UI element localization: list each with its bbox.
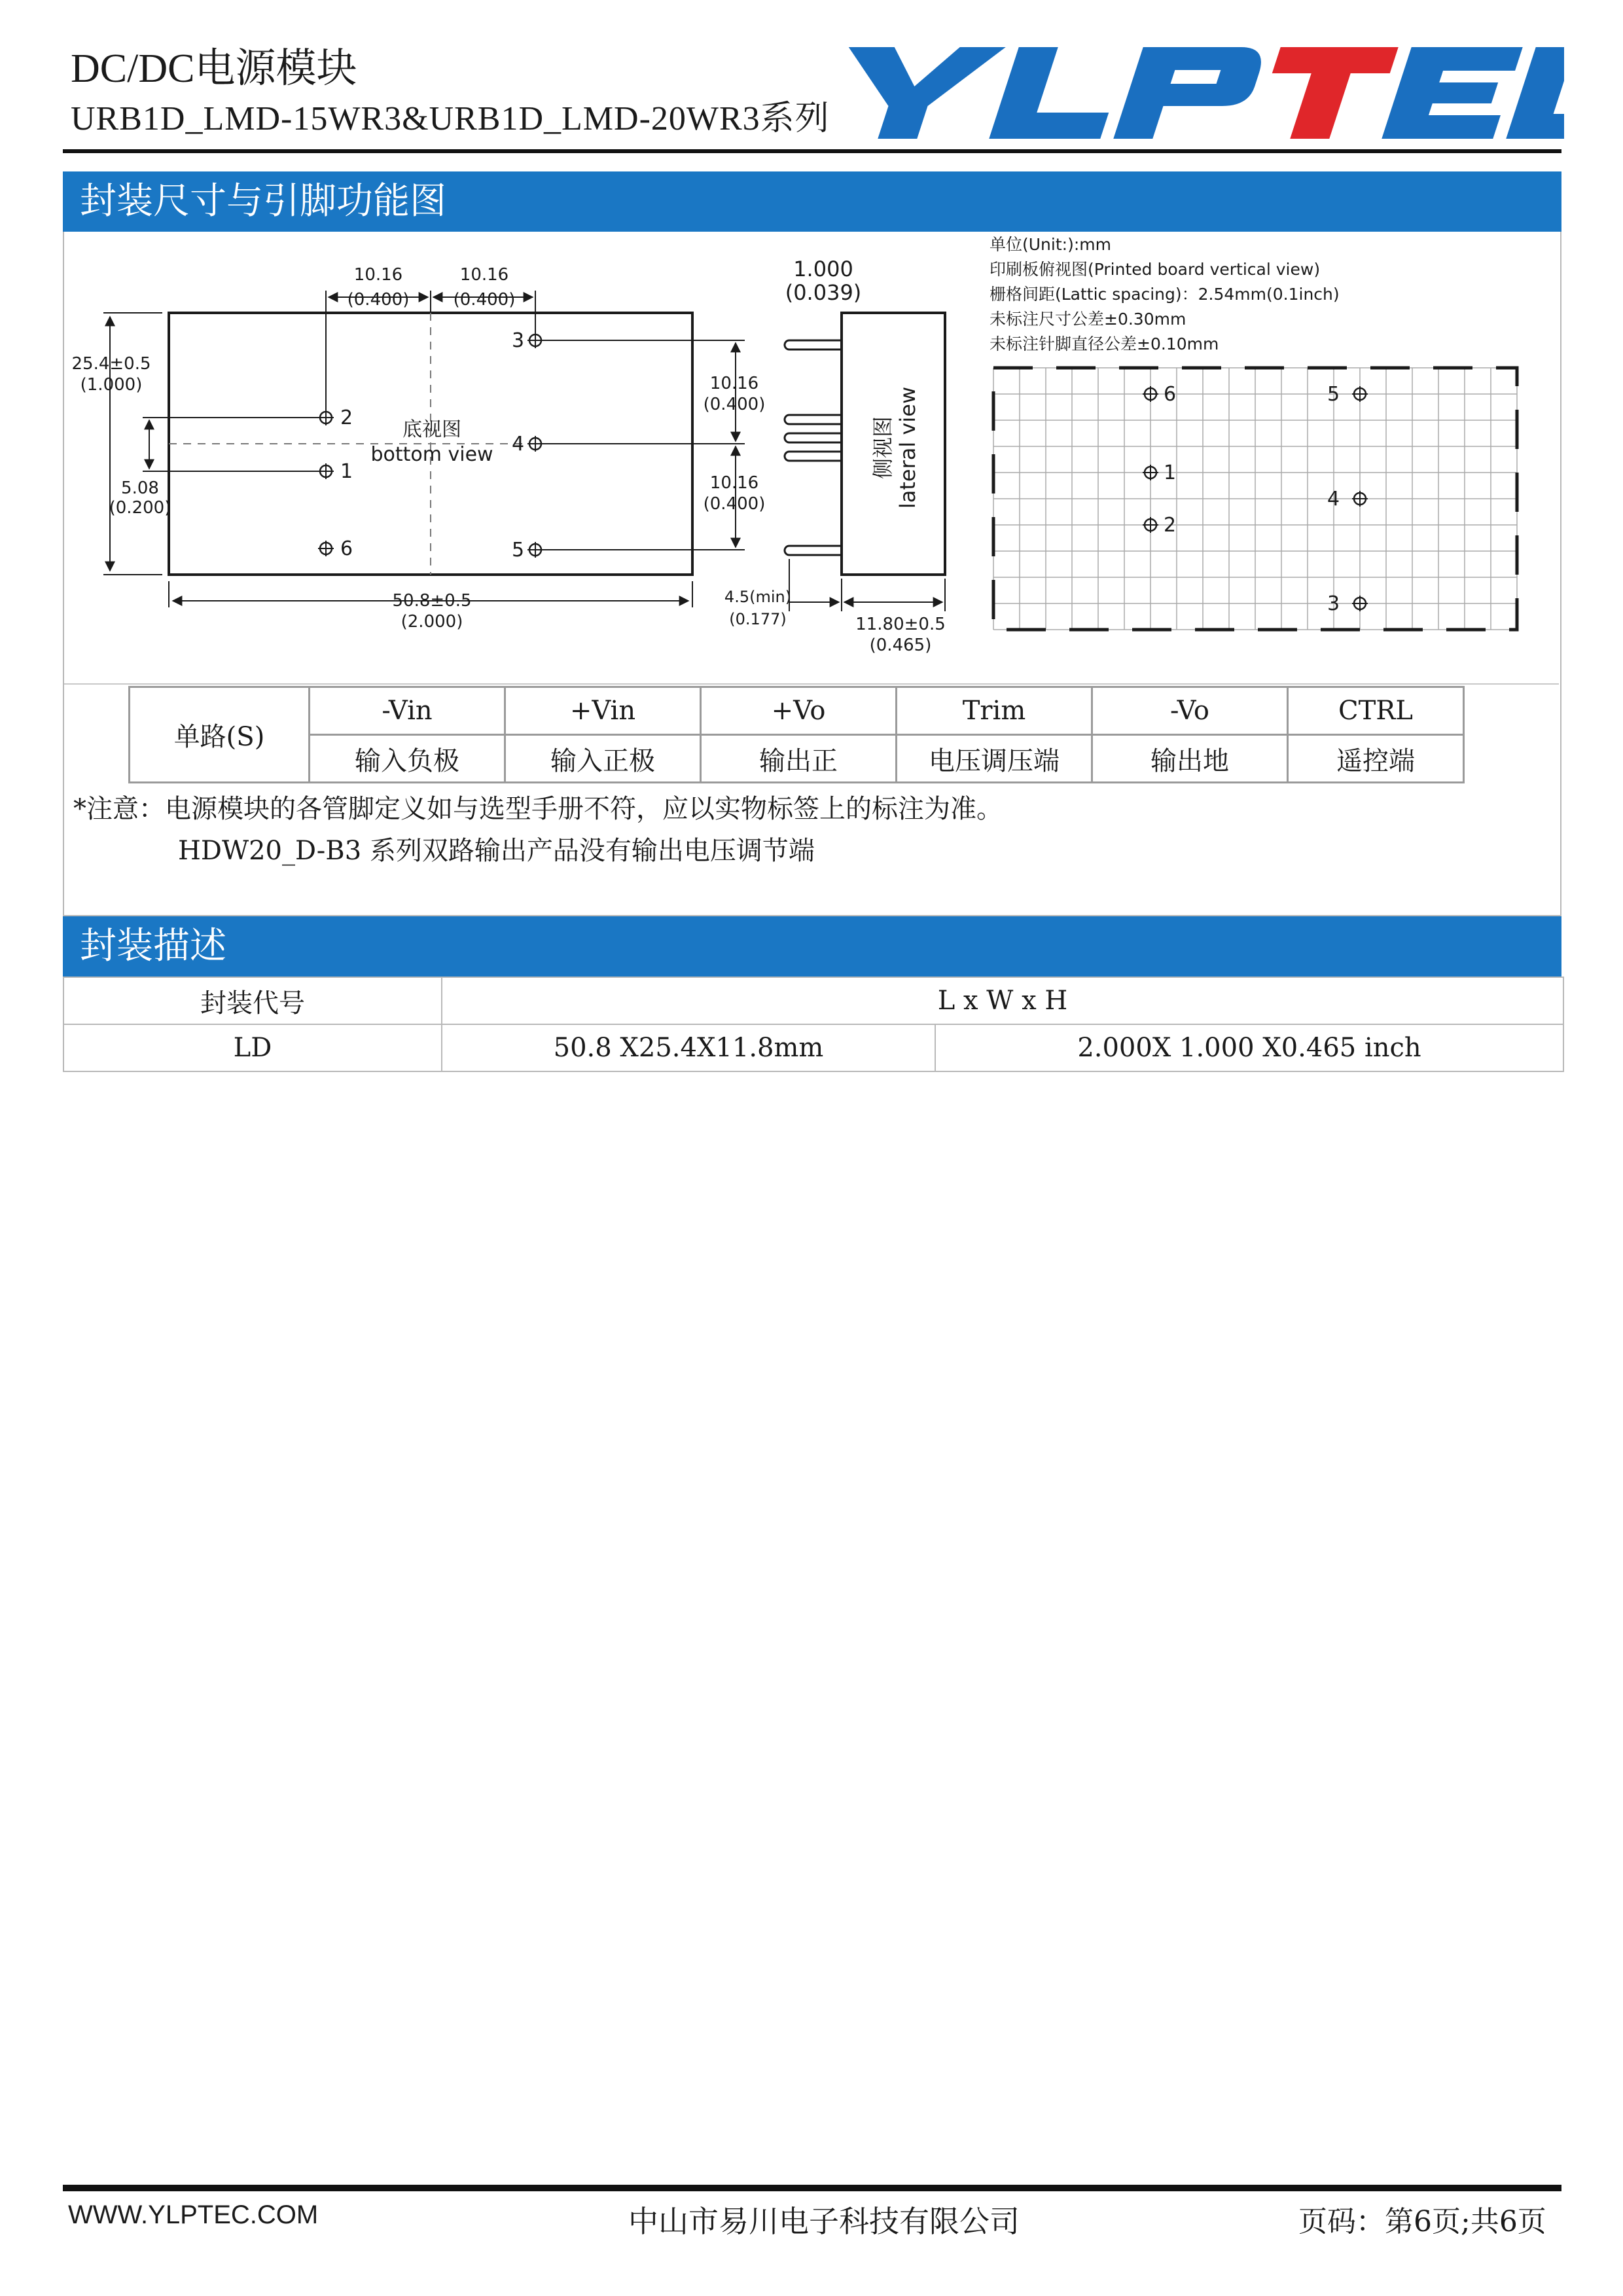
svg-text:6: 6 — [340, 537, 353, 560]
dim-depth-inch: (0.465) — [869, 636, 932, 655]
pin-name: -Vin — [310, 687, 505, 735]
pin-name: Trim — [897, 687, 1092, 735]
footer-website[interactable]: WWW.YLPTEC.COM — [68, 2200, 319, 2229]
svg-text:5: 5 — [1327, 383, 1340, 406]
section-title-package-description: 封装描述 — [63, 916, 1561, 977]
dim-pin-length: 4.5(min) — [724, 588, 792, 606]
footer-company: 中山市易川电子科技有限公司 — [628, 2204, 1020, 2239]
bottom-view — [71, 265, 765, 632]
dim-pitch-right-inch: (0.400) — [453, 290, 516, 310]
pin-6 — [318, 537, 353, 560]
pin-name: -Vo — [1092, 687, 1288, 735]
pin-function: 遥控端 — [1288, 735, 1464, 783]
pin-4 — [512, 433, 543, 456]
dim-pitch-left: 10.16 — [353, 265, 403, 285]
pin-5 — [512, 539, 543, 562]
package-head-code: 封装代号 — [63, 977, 442, 1024]
svg-text:3: 3 — [1327, 592, 1340, 615]
dim-width: 50.8±0.5 — [392, 591, 472, 611]
svg-text:1: 1 — [340, 460, 353, 483]
svg-text:4: 4 — [1327, 488, 1340, 511]
pin-function: 输入负极 — [310, 735, 505, 783]
bottom-view-label-en: bottom view — [370, 443, 493, 466]
dim-pitch-right: 10.16 — [459, 265, 509, 285]
package-head-dims: L x W x H — [442, 977, 1563, 1024]
pin-function-table — [128, 686, 1465, 783]
row-label: 单路(S) — [130, 687, 310, 783]
lateral-view-label-cn: 侧视图 — [870, 416, 895, 480]
pcb-note-2: 栅格间距(Lattic spacing)：2.54mm(0.1inch) — [990, 285, 1340, 304]
dim-pin-spacing-inch: (0.200) — [109, 498, 171, 518]
dim-right-upper-inch: (0.400) — [703, 395, 766, 414]
dim-pin-length-inch: (0.177) — [729, 610, 787, 628]
dimension-drawing — [64, 232, 1559, 683]
pin-function: 电压调压端 — [897, 735, 1092, 783]
package-code: LD — [63, 1024, 442, 1071]
pcb-note-4: 未标注针脚直径公差±0.10mm — [990, 334, 1219, 353]
note-line-2: HDW20_D-B3 系列双路输出产品没有输出电压调节端 — [178, 836, 815, 866]
dim-pin-diameter-inch: (0.039) — [785, 280, 862, 305]
pin-name: CTRL — [1288, 687, 1464, 735]
bottom-view-label-cn: 底视图 — [402, 418, 461, 441]
pcb-note-1: 印刷板俯视图(Printed board vertical view) — [990, 260, 1321, 279]
section-title-package-dimensions: 封装尺寸与引脚功能图 — [63, 171, 1561, 232]
pin-2 — [318, 406, 353, 429]
svg-text:3: 3 — [512, 329, 525, 352]
dim-width-inch: (2.000) — [401, 612, 463, 632]
pin-name: +Vo — [701, 687, 897, 735]
logo-letters — [825, 47, 1564, 139]
pcb-unit: 单位(Unit:):mm — [990, 235, 1111, 254]
svg-text:4: 4 — [512, 433, 525, 456]
package-mm: 50.8 X25.4X11.8mm — [442, 1024, 935, 1071]
dim-height-inch: (1.000) — [80, 375, 143, 395]
svg-text:6: 6 — [1164, 383, 1177, 406]
dim-pitch-left-inch: (0.400) — [347, 290, 410, 310]
pin-function: 输出地 — [1092, 735, 1288, 783]
dim-pin-spacing: 5.08 — [121, 478, 159, 498]
dim-height: 25.4±0.5 — [71, 354, 151, 374]
svg-text:2: 2 — [1164, 514, 1177, 537]
dim-right-lower: 10.16 — [709, 473, 759, 493]
svg-text:1: 1 — [1164, 461, 1177, 484]
pin-3 — [512, 329, 543, 352]
pin-name: +Vin — [505, 687, 701, 735]
ylptec-logo — [825, 41, 1564, 145]
footer-rule — [63, 2185, 1561, 2191]
svg-text:2: 2 — [340, 406, 353, 429]
pin-function: 输入正极 — [505, 735, 701, 783]
pcb-view — [990, 235, 1517, 630]
dim-pin-diameter: 1.000 — [793, 257, 853, 281]
svg-text:5: 5 — [512, 539, 525, 562]
document-title: DC/DC电源模块 — [71, 46, 357, 91]
pcb-grid — [993, 368, 1517, 630]
pin-function: 输出正 — [701, 735, 897, 783]
dim-right-lower-inch: (0.400) — [703, 494, 766, 514]
footer-page-number: 页码：第6页;共6页 — [1298, 2205, 1546, 2238]
lateral-view — [724, 257, 946, 655]
dim-right-upper: 10.16 — [709, 374, 759, 393]
note-line-1: *注意：电源模块的各管脚定义如与选型手册不符，应以实物标签上的标注为准。 — [73, 794, 1003, 824]
pin-1 — [318, 460, 353, 483]
pcb-note-3: 未标注尺寸公差±0.30mm — [990, 310, 1186, 329]
document-subtitle: URB1D_LMD-15WR3&URB1D_LMD-20WR3系列 — [71, 100, 830, 137]
header-rule — [63, 149, 1561, 153]
package-inch: 2.000X 1.000 X0.465 inch — [935, 1024, 1563, 1071]
section-divider — [64, 683, 1559, 685]
lateral-view-label-en: lateral view — [895, 386, 920, 509]
package-table — [63, 977, 1564, 1072]
dim-depth: 11.80±0.5 — [855, 615, 946, 634]
